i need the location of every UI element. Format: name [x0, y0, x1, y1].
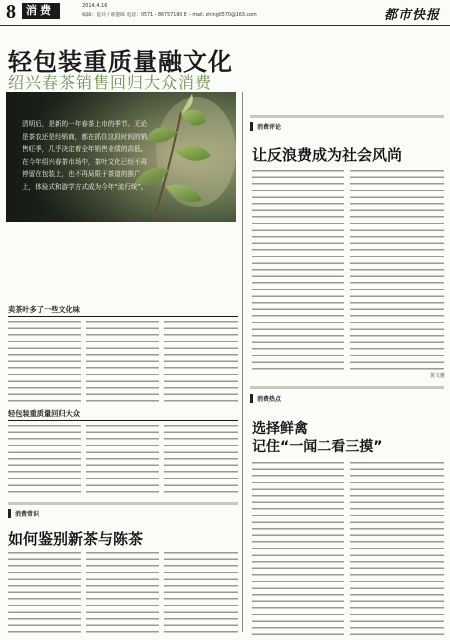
article-title-tea: 如何鉴别新茶与陈茶 — [8, 530, 144, 548]
section-rule — [8, 316, 238, 317]
commentary-byline: 黄文雅 — [430, 373, 446, 379]
section-tag: 消费 — [22, 3, 60, 19]
section-label-commentary — [250, 122, 281, 131]
masthead — [0, 0, 450, 26]
issue-date: 2014.4.16 — [82, 3, 108, 9]
section-heading-culture: 卖茶叶多了一些文化味 — [8, 305, 80, 314]
body-text-column — [8, 552, 81, 636]
section-label-tips-text: 消费常识 — [15, 511, 40, 518]
hot-title-line1: 选择鲜禽 — [252, 421, 308, 437]
body-text-column — [86, 321, 159, 403]
body-text-column — [350, 170, 444, 370]
lead-headline: 轻包装重质量融文化 — [8, 48, 233, 76]
label-marker — [8, 509, 11, 518]
column-divider — [242, 92, 243, 632]
section-heading-packaging: 轻包装重质量回归大众 — [8, 409, 80, 418]
body-text-column — [86, 552, 159, 636]
paper-logo: 都市快报 — [383, 8, 440, 23]
body-text-column — [252, 462, 344, 636]
photo-caption: 清明后，是新的一年春茶上市的季节。无论是茶农还是经销商，都在抓住这段时间的销售旺季，几乎决定着全年销售业绩的高低。在今年绍兴春茶市场中，茶叶文化已经不再停留在包装上，也不再局限于茶道的推广上，体验式和游学方式成为今年“流行统”。 — [22, 120, 148, 191]
hot-title-line2: 记住“一闻二看三摸” — [252, 439, 383, 455]
body-text-column — [350, 462, 444, 636]
body-text-column — [164, 321, 238, 403]
lead-subhead: 绍兴春茶销售回归大众消费 — [8, 73, 213, 92]
body-text-column — [252, 170, 344, 370]
body-text-column — [86, 425, 159, 495]
section-label-hot-text: 消费热点 — [257, 396, 282, 403]
body-text-column — [8, 321, 81, 403]
label-marker — [250, 394, 253, 403]
section-label-commentary-text: 消费评论 — [257, 124, 282, 131]
section-band — [250, 115, 444, 118]
label-marker — [250, 122, 253, 131]
body-text-column — [164, 425, 238, 495]
commentary-title: 让反浪费成为社会风尚 — [252, 146, 403, 164]
body-text-column — [164, 552, 238, 636]
section-label-tips — [8, 509, 39, 518]
page-number: 8 — [6, 1, 16, 23]
body-text-column — [8, 425, 81, 495]
section-label-hot — [250, 394, 281, 403]
editor-contact-line: 编辑：征玲 / 邢霆晖 电话：0571 - 86757190 E – mail: zhing0570@163.com — [82, 13, 257, 18]
section-band — [8, 502, 238, 505]
section-rule — [8, 420, 238, 421]
section-band — [250, 386, 444, 389]
